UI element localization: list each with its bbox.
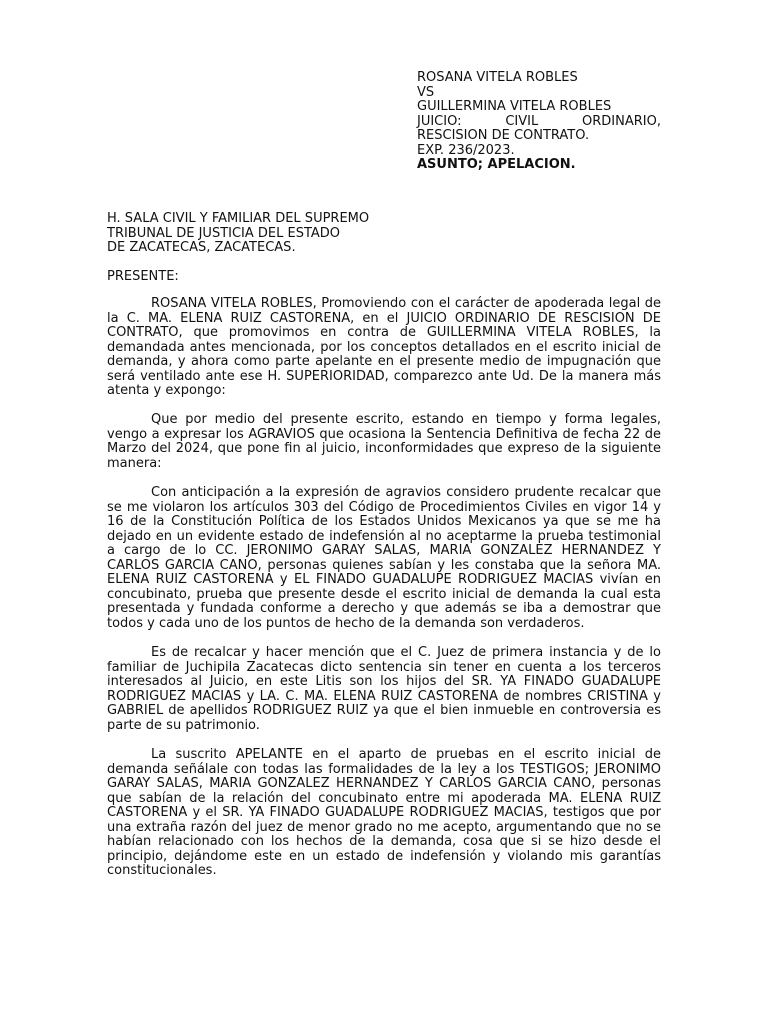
case-heading [417, 71, 661, 173]
juicio-label: JUICIO: [417, 113, 462, 129]
juicio-line [417, 115, 661, 130]
expediente-number: EXP. 236/2023. [417, 142, 515, 158]
paragraph-apelante: La suscrito APELANTE en el aparto de pruebas en el escrito inicial de demanda señálale con todas las formalidades de la ley a los TESTIGOS; JERONIMO GARAY SALAS, MARIA GONZALEZ HERNANDEZ Y CARLOS GARCIA CANO, personas que sabían de la relación del concubinato entre mi apoderada MA. ELENA RUIZ CASTORENA y el SR. YA FINADO GUADALUPE RODRIGUEZ MACIAS, testigos que por una extraña razón del juez de menor grado no me acepto, argumentando que no se habían relacionado con los hechos de la demanda, cosa que si se hizo desde el principio, dejándome este en un estado de indefensión y violando mis garantías constitucionales. [107, 746, 661, 879]
juicio-subject: RESCISION DE CONTRATO. [417, 128, 590, 143]
juicio-type-civil: CIVIL [505, 113, 539, 129]
paragraph-anticipacion: Con anticipación a la expresión de agravios considero prudente recalcar que se me violaron los artículos 303 del Código de Procedimientos Civiles en vigor 14 y 16 de la Constitución Política de los Estados Unidos Mexicanos ya que se me ha dejado en un evidente estado de indefensión al no aceptarme la prueba testimonial a cargo de lo CC. JERONIMO GARAY SALAS, MARIA GONZALEZ HERNANDEZ Y CARLOS GARCIA CANO, personas quienes sabían y les constaba que la señora MA. ELENA RUIZ CASTORENA y EL FINADO GUADALUPE RODRIGUEZ MACIAS vivían en concubinato, prueba que presente desde el escrito inicial de demanda la cual esta presentada y fundada conforme a derecho y que además se iba a demostrar que todos y cada uno de los puntos de hecho de la demanda son verdaderos. [107, 485, 661, 632]
paragraph-agravios: Que por medio del presente escrito, estando en tiempo y forma legales, vengo a expresar los AGRAVIOS que ocasiona la Sentencia Definitiva de fecha 22 de Marzo del 2024, que pone fin al juicio, inconformidades que expreso de la siguiente manera: [107, 412, 661, 472]
plaintiff-name: ROSANA VITELA ROBLES [417, 70, 578, 85]
juicio-type-ordinario: ORDINARIO, [582, 113, 661, 129]
addressee-block [107, 212, 667, 256]
addressee-line-3: DE ZACATECAS, ZACATECAS. [107, 240, 296, 255]
addressee-line-2: TRIBUNAL DE JUSTICIA DEL ESTADO [107, 225, 341, 241]
paragraph-introduction: ROSANA VITELA ROBLES, Promoviendo con el carácter de apoderada legal de la C. MA. ELENA RUIZ CASTORENA, en el JUICIO ORDINARIO DE RESCISION DE CONTRATO, que promovimos en contra de GUILLERMINA VITELA ROBLES, la demandada antes mencionada, por los conceptos detallados en el escrito inicial de demanda, y ahora como parte apelante en el presente medio de impugnación que será ventilado ante ese H. SUPERIORIDAD, comparezco ante Ud. De la manera más atenta y expongo: [107, 296, 661, 399]
versus-label: VS [417, 84, 435, 100]
presente-label: PRESENTE: [107, 269, 179, 284]
addressee-line-1: H. SALA CIVIL Y FAMILIAR DEL SUPREMO [107, 211, 370, 226]
document-body [107, 297, 661, 893]
paragraph-recalcar: Es de recalcar y hacer mención que el C. Juez de primera instancia y de lo familiar de Juchipila Zacatecas dicto sentencia sin tener en cuenta a los terceros interesados al Juicio, en este Litis son los hijos del SR. YA FINADO GUADALUPE RODRIGUEZ MACIAS y LA. C. MA. ELENA RUIZ CASTORENA de nombres CRISTINA y GABRIEL de apellidos RODRIGUEZ RUIZ ya que el bien inmueble en controversia es parte de su patrimonio. [107, 645, 661, 733]
asunto-title: ASUNTO; APELACION. [417, 157, 576, 172]
defendant-name: GUILLERMINA VITELA ROBLES [417, 99, 612, 114]
